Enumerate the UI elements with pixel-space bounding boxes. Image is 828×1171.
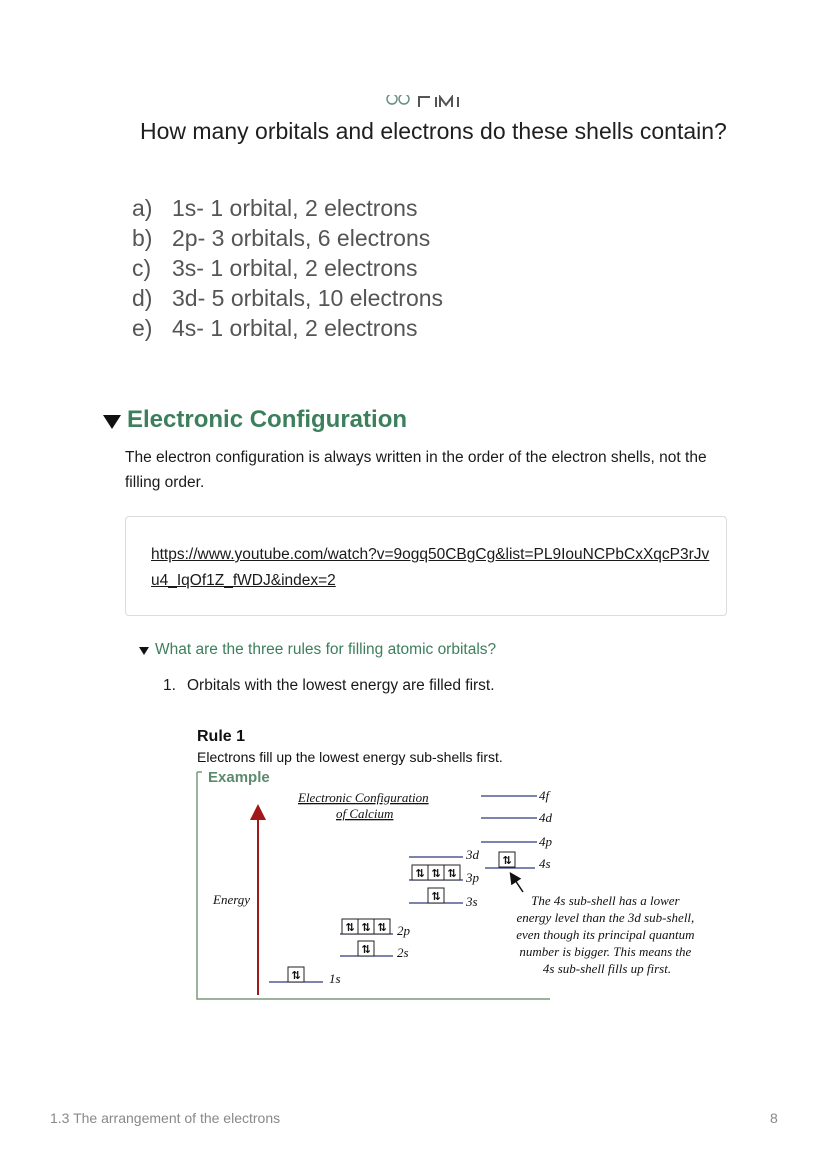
svg-text:⇅: ⇅ — [431, 867, 441, 880]
rule-text: Electrons fill up the lowest energy sub-shells first. — [197, 749, 503, 765]
level-2s: 2s — [397, 945, 409, 960]
toggle-triangle-icon[interactable] — [137, 644, 151, 658]
svg-text:⇅: ⇅ — [291, 969, 301, 982]
level-3d: 3d — [466, 847, 479, 862]
list-item: 1. Orbitals with the lowest energy are filled first. — [163, 677, 495, 694]
svg-text:⇅: ⇅ — [431, 890, 441, 903]
level-4f: 4f — [539, 788, 550, 803]
page-number: 8 — [770, 1110, 778, 1126]
svg-text:⇅: ⇅ — [377, 921, 387, 934]
answer-item: c) 3s- 1 orbital, 2 electrons — [132, 255, 418, 281]
section-paragraph: The electron configuration is always written in the order of the electron shells, not the filling order. — [125, 449, 707, 491]
level-3p: 3p — [466, 870, 479, 885]
answer-item: b) 2p- 3 orbitals, 6 electrons — [132, 225, 431, 251]
config-title-1: Electronic Configuration — [298, 790, 429, 805]
level-3s: 3s — [466, 894, 478, 909]
youtube-link[interactable]: https://www.youtube.com/watch?v=9ogq50CBgCg&list=PL9IouNCPbCxXqcP3rJvu4_IqOf1Z_fWDJ&index=2 — [151, 546, 710, 589]
rule-1-diagram — [195, 720, 715, 1002]
example-label: Example — [208, 769, 270, 786]
energy-label: Energy — [213, 892, 251, 907]
diagram-note: The 4s sub-shell has a lower energy level than the 3d sub-shell, even though its principal quantum number is bigger. This means the 4s sub-shell fills up first. — [516, 893, 695, 976]
svg-text:⇅: ⇅ — [345, 921, 355, 934]
answer-item: e) 4s- 1 orbital, 2 electrons — [132, 315, 418, 341]
svg-text:⇅: ⇅ — [415, 867, 425, 880]
toggle-heading[interactable]: What are the three rules for filling atomic orbitals? — [155, 641, 497, 658]
level-1s: 1s — [329, 971, 341, 986]
level-4s: 4s — [539, 856, 551, 871]
answer-item: a) 1s- 1 orbital, 2 electrons — [132, 195, 418, 221]
question-text: How many orbitals and electrons do these shells contain? — [140, 118, 727, 144]
answer-item: d) 3d- 5 orbitals, 10 electrons — [132, 285, 444, 311]
footer-title: 1.3 The arrangement of the electrons — [50, 1110, 281, 1126]
svg-text:⇅: ⇅ — [361, 943, 371, 956]
svg-text:⇅: ⇅ — [502, 854, 512, 867]
svg-text:⇅: ⇅ — [361, 921, 371, 934]
level-2p: 2p — [397, 923, 410, 938]
level-4d: 4d — [539, 810, 552, 825]
level-4p: 4p — [539, 834, 552, 849]
answer-list — [132, 193, 443, 343]
rule-title: Rule 1 — [197, 728, 246, 745]
config-title-2: of Calcium — [336, 806, 394, 821]
svg-text:⇅: ⇅ — [447, 867, 457, 880]
toggle-triangle-icon[interactable] — [101, 409, 123, 433]
section-heading: Electronic Configuration — [127, 406, 408, 433]
